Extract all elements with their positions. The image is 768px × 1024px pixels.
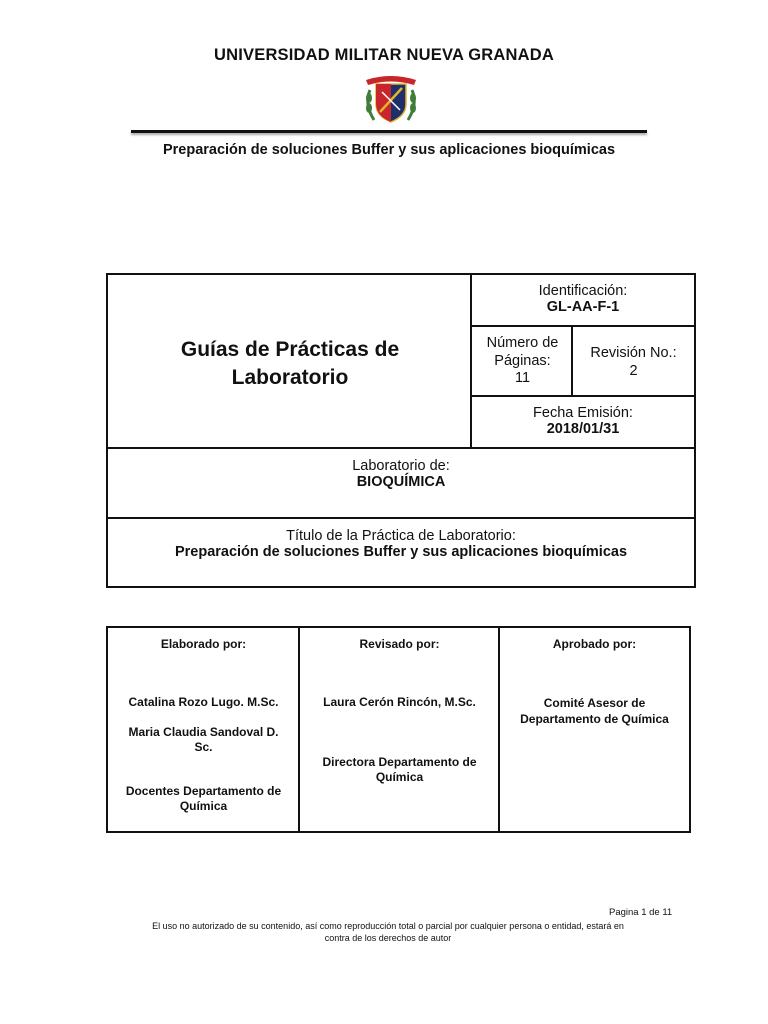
copyright-notice [108,920,668,944]
elaborado-header: Elaborado por: [160,637,247,651]
guide-title-cell [108,275,472,449]
laboratorio-value: BIOQUÍMICA [356,474,446,490]
revisado-name: Laura Cerón Rincón, M.Sc. [323,695,476,709]
elaborado-name2-line1: Maria Claudia Sandoval D. [128,725,279,739]
elaborado-role-line2: Química [179,799,228,813]
revision-value: 2 [629,362,638,379]
page-number: Pagina 1 de 11 [609,907,673,918]
revisado-column [298,628,499,831]
elaborado-name2-line2: Sc. [194,740,213,754]
aprobado-name-line1: Comité Asesor de [543,696,646,710]
fecha-value: 2018/01/31 [546,421,620,437]
guide-title-line2: Laboratorio [231,366,349,389]
notice-line2: contra de los derechos de autor [324,933,452,943]
aprobado-column [498,628,689,831]
titulo-practica-cell [108,517,694,586]
revision-label: Revisión No.: [590,345,677,361]
titulo-value: Preparación de soluciones Buffer y sus aplicaciones bioquímicas [174,544,628,560]
elaborado-role-line1: Docentes Departamento de [125,784,282,798]
revision-cell [571,325,694,397]
titulo-label: Título de la Práctica de Laboratorio: [286,528,516,544]
identificacion-value: GL-AA-F-1 [546,299,620,315]
notice-line1: El uso no autorizado de su contenido, así como reproducción total o parcial por cualquier persona o entidad, estará en [152,921,624,931]
revisado-header: Revisado por: [359,637,440,651]
identificacion-cell [470,275,694,327]
aprobado-header: Aprobado por: [552,637,637,651]
laboratorio-label: Laboratorio de: [352,458,450,474]
elaborado-name1: Catalina Rozo Lugo. M.Sc. [128,695,279,709]
numero-value: 11 [514,370,531,386]
university-crest-logo [360,70,422,126]
signatures-table [106,626,691,833]
numero-label-line2: Páginas: [494,352,551,369]
numero-label-line1: Número de [486,335,559,351]
header-divider [131,130,647,133]
guide-title-line1: Guías de Prácticas de [180,338,400,361]
identificacion-label: Identificación: [538,283,628,299]
aprobado-name-line2: Departamento de Química [520,712,669,726]
elaborado-column [108,628,299,831]
revisado-role-line1: Directora Departamento de [322,755,477,769]
laboratorio-cell [108,447,694,518]
numero-paginas-cell [470,325,573,397]
document-info-table [106,273,696,588]
university-name: UNIVERSIDAD MILITAR NUEVA GRANADA [214,46,554,64]
fecha-emision-cell [470,395,694,449]
revisado-role-line2: Química [375,770,424,784]
document-subtitle: Preparación de soluciones Buffer y sus aplicaciones bioquímicas [162,142,616,158]
fecha-label: Fecha Emisión: [533,405,633,421]
